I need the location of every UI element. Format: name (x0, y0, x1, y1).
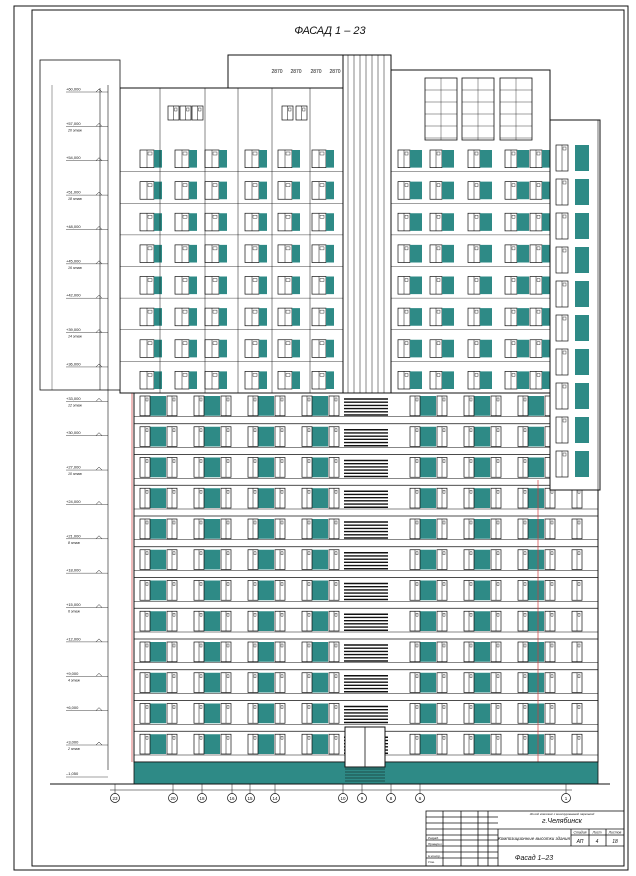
top-dim: 2870 (290, 69, 302, 75)
glass-panel (528, 704, 544, 724)
glass-panel (259, 150, 267, 168)
glass-panel (420, 734, 436, 754)
glass-panel (410, 150, 422, 168)
level-marker (96, 433, 102, 436)
base-level-label: –1,050 (66, 771, 79, 776)
glass-panel (474, 550, 490, 570)
glass-panel (154, 340, 162, 358)
level-mark-label: +45,000 (66, 258, 81, 264)
stamp-stage-value: АП (576, 839, 584, 845)
glass-panel (420, 704, 436, 724)
glass-panel (480, 308, 492, 326)
glass-panel (258, 642, 274, 662)
glass-panel (150, 704, 166, 724)
glass-panel (258, 458, 274, 478)
glass-panel (292, 277, 300, 295)
glass-panel (189, 308, 197, 326)
glass-panel (154, 308, 162, 326)
glass-panel (474, 458, 490, 478)
glass-panel (312, 673, 328, 693)
glass-panel (442, 182, 454, 200)
glass-panel (326, 371, 334, 389)
stamp-building: Композиционные высотки здания (498, 836, 570, 841)
glass-panel (442, 150, 454, 168)
glass-panel (517, 340, 529, 358)
glass-panel (204, 581, 220, 601)
level-marker (96, 501, 102, 504)
glass-panel (528, 550, 544, 570)
axis-grid-row (110, 784, 572, 803)
glass-panel (528, 611, 544, 631)
glass-panel (480, 277, 492, 295)
stamp-role: Проверил (428, 842, 442, 846)
glass-panel (189, 150, 197, 168)
glass-panel (575, 213, 589, 239)
glass-panel (150, 642, 166, 662)
glass-panel (517, 150, 529, 168)
glass-panel (575, 451, 589, 477)
glass-panel (410, 182, 422, 200)
glass-panel (575, 417, 589, 443)
glass-panel (258, 396, 274, 416)
glass-panel (204, 611, 220, 631)
stamp-drawing-name: Фасад 1–23 (514, 855, 554, 862)
floor-label: 2 этаж (68, 747, 80, 751)
glass-panel (575, 349, 589, 375)
glass-panel (219, 308, 227, 326)
glass-panel (420, 642, 436, 662)
stamp-role: Утв. (428, 860, 435, 864)
glass-panel (204, 642, 220, 662)
glass-panel (259, 277, 267, 295)
glass-panel (420, 581, 436, 601)
glass-panel (575, 315, 589, 341)
level-mark-label: +15,000 (66, 602, 81, 608)
stamp-sheet-value: 4 (595, 839, 599, 845)
axis-label: 20 (170, 796, 176, 801)
glass-panel (219, 213, 227, 231)
glass-panel (154, 245, 162, 263)
glass-panel (326, 150, 334, 168)
glass-panel (326, 277, 334, 295)
level-mark-label: +18,000 (66, 567, 81, 573)
glass-panel (150, 673, 166, 693)
glass-panel (410, 277, 422, 295)
glass-panel (420, 519, 436, 539)
stamp-sheets-value: 18 (612, 839, 618, 845)
glass-panel (204, 519, 220, 539)
glass-panel (204, 704, 220, 724)
glass-panel (259, 213, 267, 231)
glass-panel (528, 458, 544, 478)
tower-left-parapet (228, 55, 345, 88)
axis-label: 18 (199, 796, 205, 801)
glass-panel (259, 182, 267, 200)
glass-panel (420, 550, 436, 570)
axis-label: 14 (272, 796, 278, 801)
glass-panel (575, 247, 589, 273)
glass-panel (326, 213, 334, 231)
glass-panel (258, 673, 274, 693)
glass-panel (292, 245, 300, 263)
glass-panel (575, 145, 589, 171)
glass-panel (150, 734, 166, 754)
glass-panel (517, 308, 529, 326)
glass-panel (189, 340, 197, 358)
glass-panel (258, 550, 274, 570)
glass-panel (410, 308, 422, 326)
glass-panel (219, 340, 227, 358)
glass-panel (259, 308, 267, 326)
glass-panel (312, 581, 328, 601)
level-marker (96, 708, 102, 711)
glass-panel (150, 396, 166, 416)
glass-panel (204, 488, 220, 508)
level-marker (96, 467, 102, 470)
glass-panel (528, 427, 544, 447)
level-mark-label: +6,000 (66, 705, 79, 711)
glass-panel (410, 245, 422, 263)
title-block-text (428, 812, 622, 864)
glass-panel (189, 245, 197, 263)
stamp-role: Н.контр. (428, 854, 441, 858)
glass-panel (292, 340, 300, 358)
glass-panel (420, 611, 436, 631)
glass-panel (312, 734, 328, 754)
glass-panel (189, 213, 197, 231)
glass-panel (528, 396, 544, 416)
level-mark-label: +57,000 (66, 120, 81, 126)
glass-panel (474, 427, 490, 447)
glass-panel (258, 519, 274, 539)
floor-label: 14 этаж (68, 334, 82, 339)
glass-panel (517, 371, 529, 389)
axis-label: 16 (229, 796, 235, 801)
floor-label: 16 этаж (68, 265, 82, 270)
glass-panel (517, 182, 529, 200)
glass-panel (219, 245, 227, 263)
glass-panel (480, 245, 492, 263)
axis-label: 9 (360, 796, 364, 801)
level-mark-label: +24,000 (66, 498, 81, 504)
glass-panel (442, 245, 454, 263)
glass-panel (474, 642, 490, 662)
level-mark-label: +42,000 (66, 292, 81, 298)
glass-panel (410, 371, 422, 389)
glass-panel (420, 488, 436, 508)
level-mark-label: +54,000 (66, 155, 81, 161)
glass-panel (326, 308, 334, 326)
glass-panel (219, 371, 227, 389)
glass-panel (312, 396, 328, 416)
glass-panel (204, 734, 220, 754)
level-mark-label: +33,000 (66, 395, 81, 401)
glass-panel (258, 488, 274, 508)
glass-panel (204, 550, 220, 570)
glass-panel (189, 277, 197, 295)
glass-panel (480, 213, 492, 231)
glass-panel (410, 213, 422, 231)
level-marker (96, 536, 102, 539)
level-mark-label: +60,000 (66, 86, 81, 92)
glass-panel (219, 182, 227, 200)
glass-panel (189, 182, 197, 200)
stamp-sheet-label: Лист (592, 830, 602, 835)
glass-panel (326, 245, 334, 263)
glass-panel (480, 182, 492, 200)
glass-panel (292, 213, 300, 231)
floor-label: 4 этаж (68, 678, 80, 683)
glass-panel (258, 581, 274, 601)
level-mark-label: +30,000 (66, 430, 81, 436)
glass-panel (528, 519, 544, 539)
axis-label: 23 (112, 796, 118, 801)
level-marker (96, 398, 102, 401)
axis-label: 1 (564, 796, 568, 801)
glass-panel (204, 673, 220, 693)
glass-panel (420, 673, 436, 693)
glass-panel (326, 182, 334, 200)
building-facade (40, 55, 610, 784)
level-mark-label: +51,000 (66, 189, 81, 195)
glass-panel (474, 673, 490, 693)
glass-panel (292, 308, 300, 326)
glass-panel (517, 277, 529, 295)
glass-panel (528, 488, 544, 508)
level-mark-label: +3,000 (66, 739, 79, 745)
glass-panel (154, 182, 162, 200)
stamp-role: Разраб. (428, 836, 439, 840)
glass-panel (312, 519, 328, 539)
glass-panel (150, 581, 166, 601)
glass-panel (528, 642, 544, 662)
glass-panel (154, 277, 162, 295)
glass-panel (474, 519, 490, 539)
level-mark-label: +39,000 (66, 327, 81, 333)
glass-panel (474, 396, 490, 416)
level-mark-label: +12,000 (66, 636, 81, 642)
glass-panel (312, 427, 328, 447)
glass-panel (575, 383, 589, 409)
level-marker (96, 742, 102, 745)
level-marker (96, 639, 102, 642)
glass-panel (154, 150, 162, 168)
glass-panel (258, 427, 274, 447)
stamp-project: Жилой комплекс с многоуровневой парковкой (529, 812, 595, 816)
glass-panel (150, 611, 166, 631)
glass-panel (474, 488, 490, 508)
stamp-sheets-label: Листов (608, 830, 622, 835)
glass-panel (474, 734, 490, 754)
glass-panel (442, 308, 454, 326)
glass-panel (480, 371, 492, 389)
glass-panel (312, 458, 328, 478)
level-mark-label: +27,000 (66, 464, 81, 470)
axis-label: 10 (340, 796, 346, 801)
glass-panel (474, 581, 490, 601)
stamp-city: г.Челябинск (542, 818, 582, 825)
glass-panel (312, 611, 328, 631)
glass-panel (420, 458, 436, 478)
glass-panel (528, 673, 544, 693)
floor-label: 8 этаж (68, 540, 80, 545)
glass-panel (312, 550, 328, 570)
glass-panel (410, 340, 422, 358)
level-mark-label: +9,000 (66, 670, 79, 676)
glass-panel (442, 213, 454, 231)
glass-panel (154, 213, 162, 231)
level-marker (96, 673, 102, 676)
glass-panel (150, 519, 166, 539)
glass-panel (575, 281, 589, 307)
floor-label: 18 этаж (68, 197, 82, 202)
floor-label: 12 этаж (68, 403, 82, 408)
glass-panel (528, 734, 544, 754)
glass-panel (204, 396, 220, 416)
glass-panel (258, 704, 274, 724)
facade-title: ФАСАД 1 – 23 (294, 25, 366, 37)
glass-panel (204, 427, 220, 447)
level-mark-label: +36,000 (66, 361, 81, 367)
glass-panel (259, 371, 267, 389)
floor-label: 20 этаж (68, 128, 82, 133)
glass-panel (292, 182, 300, 200)
glass-panel (292, 371, 300, 389)
glass-panel (474, 611, 490, 631)
glass-panel (219, 150, 227, 168)
glass-panel (326, 340, 334, 358)
glass-panel (292, 150, 300, 168)
axis-label: 15 (247, 796, 253, 801)
glass-panel (575, 179, 589, 205)
glass-panel (442, 277, 454, 295)
glass-panel (480, 150, 492, 168)
axis-label: 8 (389, 796, 393, 801)
glass-panel (480, 340, 492, 358)
glass-panel (259, 340, 267, 358)
glass-panel (474, 704, 490, 724)
glass-panel (219, 277, 227, 295)
level-mark-label: +48,000 (66, 223, 81, 229)
top-dim: 2870 (271, 69, 283, 75)
glass-panel (189, 371, 197, 389)
floor-label: 10 этаж (68, 472, 82, 477)
glass-panel (420, 396, 436, 416)
glass-panel (517, 245, 529, 263)
level-mark-label: +21,000 (66, 533, 81, 539)
floor-label: 6 этаж (68, 609, 80, 614)
glass-panel (420, 427, 436, 447)
top-dim: 2870 (310, 69, 322, 75)
glass-panel (517, 213, 529, 231)
glass-panel (258, 611, 274, 631)
glass-panel (312, 704, 328, 724)
stamp-stage-label: Стадия (573, 830, 587, 835)
glass-panel (154, 371, 162, 389)
glass-panel (259, 245, 267, 263)
glass-panel (150, 427, 166, 447)
glass-panel (150, 488, 166, 508)
glass-panel (442, 371, 454, 389)
glass-panel (528, 581, 544, 601)
glass-panel (442, 340, 454, 358)
glass-panel (150, 458, 166, 478)
glass-panel (312, 642, 328, 662)
glass-panel (312, 488, 328, 508)
axis-label: 6 (418, 796, 422, 801)
glass-panel (258, 734, 274, 754)
level-marker (96, 570, 102, 573)
top-dim: 2870 (329, 69, 341, 75)
glass-panel (204, 458, 220, 478)
glass-panel (150, 550, 166, 570)
level-marker (96, 605, 102, 608)
